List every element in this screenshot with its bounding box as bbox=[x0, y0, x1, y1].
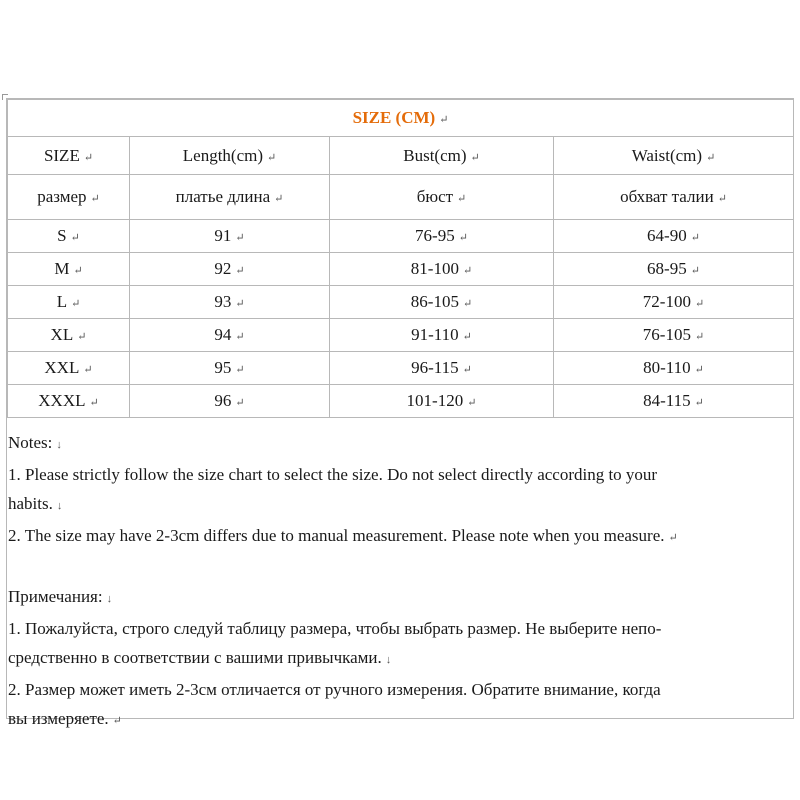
note-ru-2-cont: вы измеряете. ↵ bbox=[8, 709, 122, 728]
note-en-1-cont: habits. ↓ bbox=[8, 494, 63, 513]
paragraph-mark-icon: ↵ bbox=[439, 114, 449, 126]
table-row: L ↵ 93 ↵ 86-105 ↵ 72-100 ↵ bbox=[8, 286, 794, 319]
subheader-size: размер ↵ bbox=[8, 175, 130, 220]
table-row: S ↵ 91 ↵ 76-95 ↵ 64-90 ↵ bbox=[8, 220, 794, 253]
notes-heading-en: Notes: ↓ bbox=[8, 433, 62, 452]
header-waist: Waist(cm) ↵ bbox=[554, 137, 794, 175]
note-ru-1-cont: средственно в соответствии с вашими привычками. ↓ bbox=[8, 648, 392, 667]
note-ru-2: 2. Размер может иметь 2-3см отличается от ручного измерения. Обратите внимание, когда bbox=[8, 680, 661, 699]
size-chart-title: SIZE (CM) bbox=[352, 108, 436, 127]
note-en-2: 2. The size may have 2-3cm differs due to manual measurement. Please note when you measure. ↵ bbox=[8, 526, 678, 545]
note-en-1: 1. Please strictly follow the size chart to select the size. Do not select directly according to your bbox=[8, 465, 658, 484]
table-row: XXXL ↵ 96 ↵ 101-120 ↵ 84-115 ↵ bbox=[8, 385, 794, 418]
table-row: M ↵ 92 ↵ 81-100 ↵ 68-95 ↵ bbox=[8, 253, 794, 286]
subheader-waist: обхват талии ↵ bbox=[554, 175, 794, 220]
subheader-bust: бюст ↵ bbox=[330, 175, 554, 220]
notes-heading-ru: Примечания: ↓ bbox=[8, 587, 113, 606]
header-size: SIZE ↵ bbox=[8, 137, 130, 175]
notes-section bbox=[8, 428, 792, 736]
note-ru-1: 1. Пожалуйста, строго следуй таблицу размера, чтобы выбрать размер. Не выберите непо- bbox=[8, 619, 662, 638]
table-row: XL ↵ 94 ↵ 91-110 ↵ 76-105 ↵ bbox=[8, 319, 794, 352]
table-row: XXL ↵ 95 ↵ 96-115 ↵ 80-110 ↵ bbox=[8, 352, 794, 385]
header-bust: Bust(cm) ↵ bbox=[330, 137, 554, 175]
header-length: Length(cm) ↵ bbox=[130, 137, 330, 175]
subheader-length: платье длина ↵ bbox=[130, 175, 330, 220]
